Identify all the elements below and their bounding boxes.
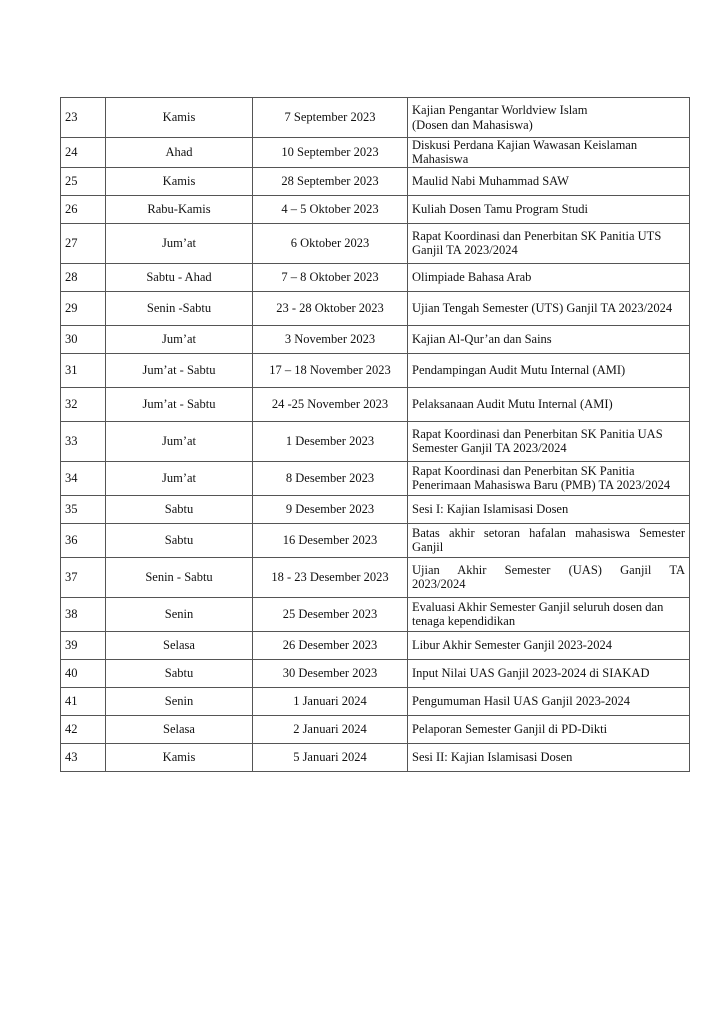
activity-line: Ganjil <box>412 540 444 555</box>
row-date: 30 Desember 2023 <box>253 659 408 687</box>
activity-line: Pelaksanaan Audit Mutu Internal (AMI) <box>412 397 613 412</box>
row-number: 29 <box>61 291 106 325</box>
table-row <box>61 659 690 687</box>
activity-line: Pendampingan Audit Mutu Internal (AMI) <box>412 363 626 378</box>
row-number: 24 <box>61 138 106 168</box>
table-row <box>61 98 690 138</box>
row-date: 1 Desember 2023 <box>253 421 408 461</box>
row-date: 7 September 2023 <box>253 98 408 138</box>
row-date: 9 Desember 2023 <box>253 495 408 523</box>
row-day: Jum’at - Sabtu <box>106 353 253 387</box>
row-activity <box>408 387 690 421</box>
activity-line: Penerimaan Mahasiswa Baru (PMB) TA 2023/2024 <box>412 478 671 493</box>
row-day: Jum’at - Sabtu <box>106 387 253 421</box>
activity-line: Batas akhir setoran hafalan mahasiswa Semester <box>412 525 685 540</box>
activity-line: Kajian Al-Qur’an dan Sains <box>412 332 552 347</box>
row-activity <box>408 223 690 263</box>
row-date: 25 Desember 2023 <box>253 597 408 631</box>
row-date: 2 Januari 2024 <box>253 715 408 743</box>
row-number: 25 <box>61 167 106 195</box>
row-number: 28 <box>61 263 106 291</box>
row-activity <box>408 659 690 687</box>
row-activity <box>408 461 690 495</box>
row-date: 24 -25 November 2023 <box>253 387 408 421</box>
activity-line: Ujian Tengah Semester (UTS) Ganjil TA 2023/2024 <box>412 301 673 316</box>
row-activity <box>408 523 690 557</box>
row-date: 16 Desember 2023 <box>253 523 408 557</box>
row-activity <box>408 353 690 387</box>
row-activity <box>408 98 690 138</box>
table-row <box>61 387 690 421</box>
row-day: Jum’at <box>106 461 253 495</box>
table-row <box>61 743 690 771</box>
schedule-table-body <box>61 98 690 772</box>
row-number: 35 <box>61 495 106 523</box>
table-row <box>61 557 690 597</box>
activity-line: Input Nilai UAS Ganjil 2023-2024 di SIAKAD <box>412 666 650 681</box>
row-number: 23 <box>61 98 106 138</box>
row-number: 40 <box>61 659 106 687</box>
row-day: Rabu-Kamis <box>106 195 253 223</box>
activity-line: Pengumuman Hasil UAS Ganjil 2023-2024 <box>412 694 631 709</box>
row-activity <box>408 167 690 195</box>
row-date: 8 Desember 2023 <box>253 461 408 495</box>
activity-line: Rapat Koordinasi dan Penerbitan SK Panitia UTS <box>412 228 662 243</box>
table-row <box>61 421 690 461</box>
row-number: 41 <box>61 687 106 715</box>
table-row <box>61 325 690 353</box>
activity-line: Rapat Koordinasi dan Penerbitan SK Panitia <box>412 463 635 478</box>
row-number: 43 <box>61 743 106 771</box>
row-number: 30 <box>61 325 106 353</box>
table-row <box>61 263 690 291</box>
table-row <box>61 353 690 387</box>
row-number: 34 <box>61 461 106 495</box>
row-date: 5 Januari 2024 <box>253 743 408 771</box>
row-day: Kamis <box>106 167 253 195</box>
row-day: Senin <box>106 687 253 715</box>
activity-line: Olimpiade Bahasa Arab <box>412 270 532 285</box>
row-number: 27 <box>61 223 106 263</box>
row-activity <box>408 421 690 461</box>
activity-line: Ujian Akhir Semester (UAS) Ganjil TA <box>412 562 685 577</box>
row-activity <box>408 743 690 771</box>
activity-line: (Dosen dan Mahasiswa) <box>412 117 533 132</box>
row-date: 6 Oktober 2023 <box>253 223 408 263</box>
row-day: Selasa <box>106 715 253 743</box>
activity-line: 2023/2024 <box>412 577 466 592</box>
row-activity <box>408 195 690 223</box>
table-row <box>61 138 690 168</box>
activity-line: Mahasiswa <box>412 152 469 167</box>
row-number: 38 <box>61 597 106 631</box>
row-activity <box>408 138 690 168</box>
row-day: Senin <box>106 597 253 631</box>
row-date: 23 - 28 Oktober 2023 <box>253 291 408 325</box>
row-number: 42 <box>61 715 106 743</box>
activity-line: Sesi I: Kajian Islamisasi Dosen <box>412 502 569 517</box>
row-activity <box>408 557 690 597</box>
table-row <box>61 597 690 631</box>
table-row <box>61 223 690 263</box>
activity-line: Maulid Nabi Muhammad SAW <box>412 174 569 189</box>
activity-line: Diskusi Perdana Kajian Wawasan Keislaman <box>412 138 638 152</box>
row-number: 37 <box>61 557 106 597</box>
row-day: Jum’at <box>106 421 253 461</box>
activity-line: Ganjil TA 2023/2024 <box>412 243 518 258</box>
activity-line: Rapat Koordinasi dan Penerbitan SK Panitia UAS <box>412 426 663 441</box>
activity-line: Pelaporan Semester Ganjil di PD-Dikti <box>412 722 608 737</box>
row-activity <box>408 715 690 743</box>
row-activity <box>408 325 690 353</box>
row-day: Jum’at <box>106 325 253 353</box>
row-activity <box>408 495 690 523</box>
row-day: Jum’at <box>106 223 253 263</box>
row-day: Kamis <box>106 98 253 138</box>
row-activity <box>408 291 690 325</box>
activity-line: Semester Ganjil TA 2023/2024 <box>412 441 567 456</box>
row-activity <box>408 631 690 659</box>
table-row <box>61 461 690 495</box>
row-date: 26 Desember 2023 <box>253 631 408 659</box>
row-day: Sabtu <box>106 495 253 523</box>
table-row <box>61 687 690 715</box>
row-day: Senin -Sabtu <box>106 291 253 325</box>
row-number: 32 <box>61 387 106 421</box>
row-number: 26 <box>61 195 106 223</box>
row-day: Sabtu <box>106 523 253 557</box>
activity-line: Sesi II: Kajian Islamisasi Dosen <box>412 750 573 765</box>
row-day: Senin - Sabtu <box>106 557 253 597</box>
table-row <box>61 495 690 523</box>
row-date: 17 – 18 November 2023 <box>253 353 408 387</box>
row-number: 33 <box>61 421 106 461</box>
row-date: 3 November 2023 <box>253 325 408 353</box>
row-activity <box>408 687 690 715</box>
row-date: 18 - 23 Desember 2023 <box>253 557 408 597</box>
table-row <box>61 167 690 195</box>
row-activity <box>408 263 690 291</box>
activity-line: tenaga kependidikan <box>412 614 516 629</box>
row-day: Ahad <box>106 138 253 168</box>
row-day: Selasa <box>106 631 253 659</box>
activity-line: Kajian Pengantar Worldview Islam <box>412 103 588 118</box>
activity-line: Evaluasi Akhir Semester Ganjil seluruh dosen dan <box>412 599 664 614</box>
table-row <box>61 291 690 325</box>
row-number: 39 <box>61 631 106 659</box>
row-number: 31 <box>61 353 106 387</box>
row-number: 36 <box>61 523 106 557</box>
row-day: Sabtu - Ahad <box>106 263 253 291</box>
row-date: 7 – 8 Oktober 2023 <box>253 263 408 291</box>
schedule-table <box>60 97 690 772</box>
row-date: 10 September 2023 <box>253 138 408 168</box>
row-date: 28 September 2023 <box>253 167 408 195</box>
activity-line: Libur Akhir Semester Ganjil 2023-2024 <box>412 638 612 653</box>
row-activity <box>408 597 690 631</box>
row-day: Kamis <box>106 743 253 771</box>
table-row <box>61 523 690 557</box>
table-row <box>61 715 690 743</box>
table-row <box>61 631 690 659</box>
table-row <box>61 195 690 223</box>
activity-line: Kuliah Dosen Tamu Program Studi <box>412 202 588 217</box>
row-date: 1 Januari 2024 <box>253 687 408 715</box>
row-day: Sabtu <box>106 659 253 687</box>
row-date: 4 – 5 Oktober 2023 <box>253 195 408 223</box>
